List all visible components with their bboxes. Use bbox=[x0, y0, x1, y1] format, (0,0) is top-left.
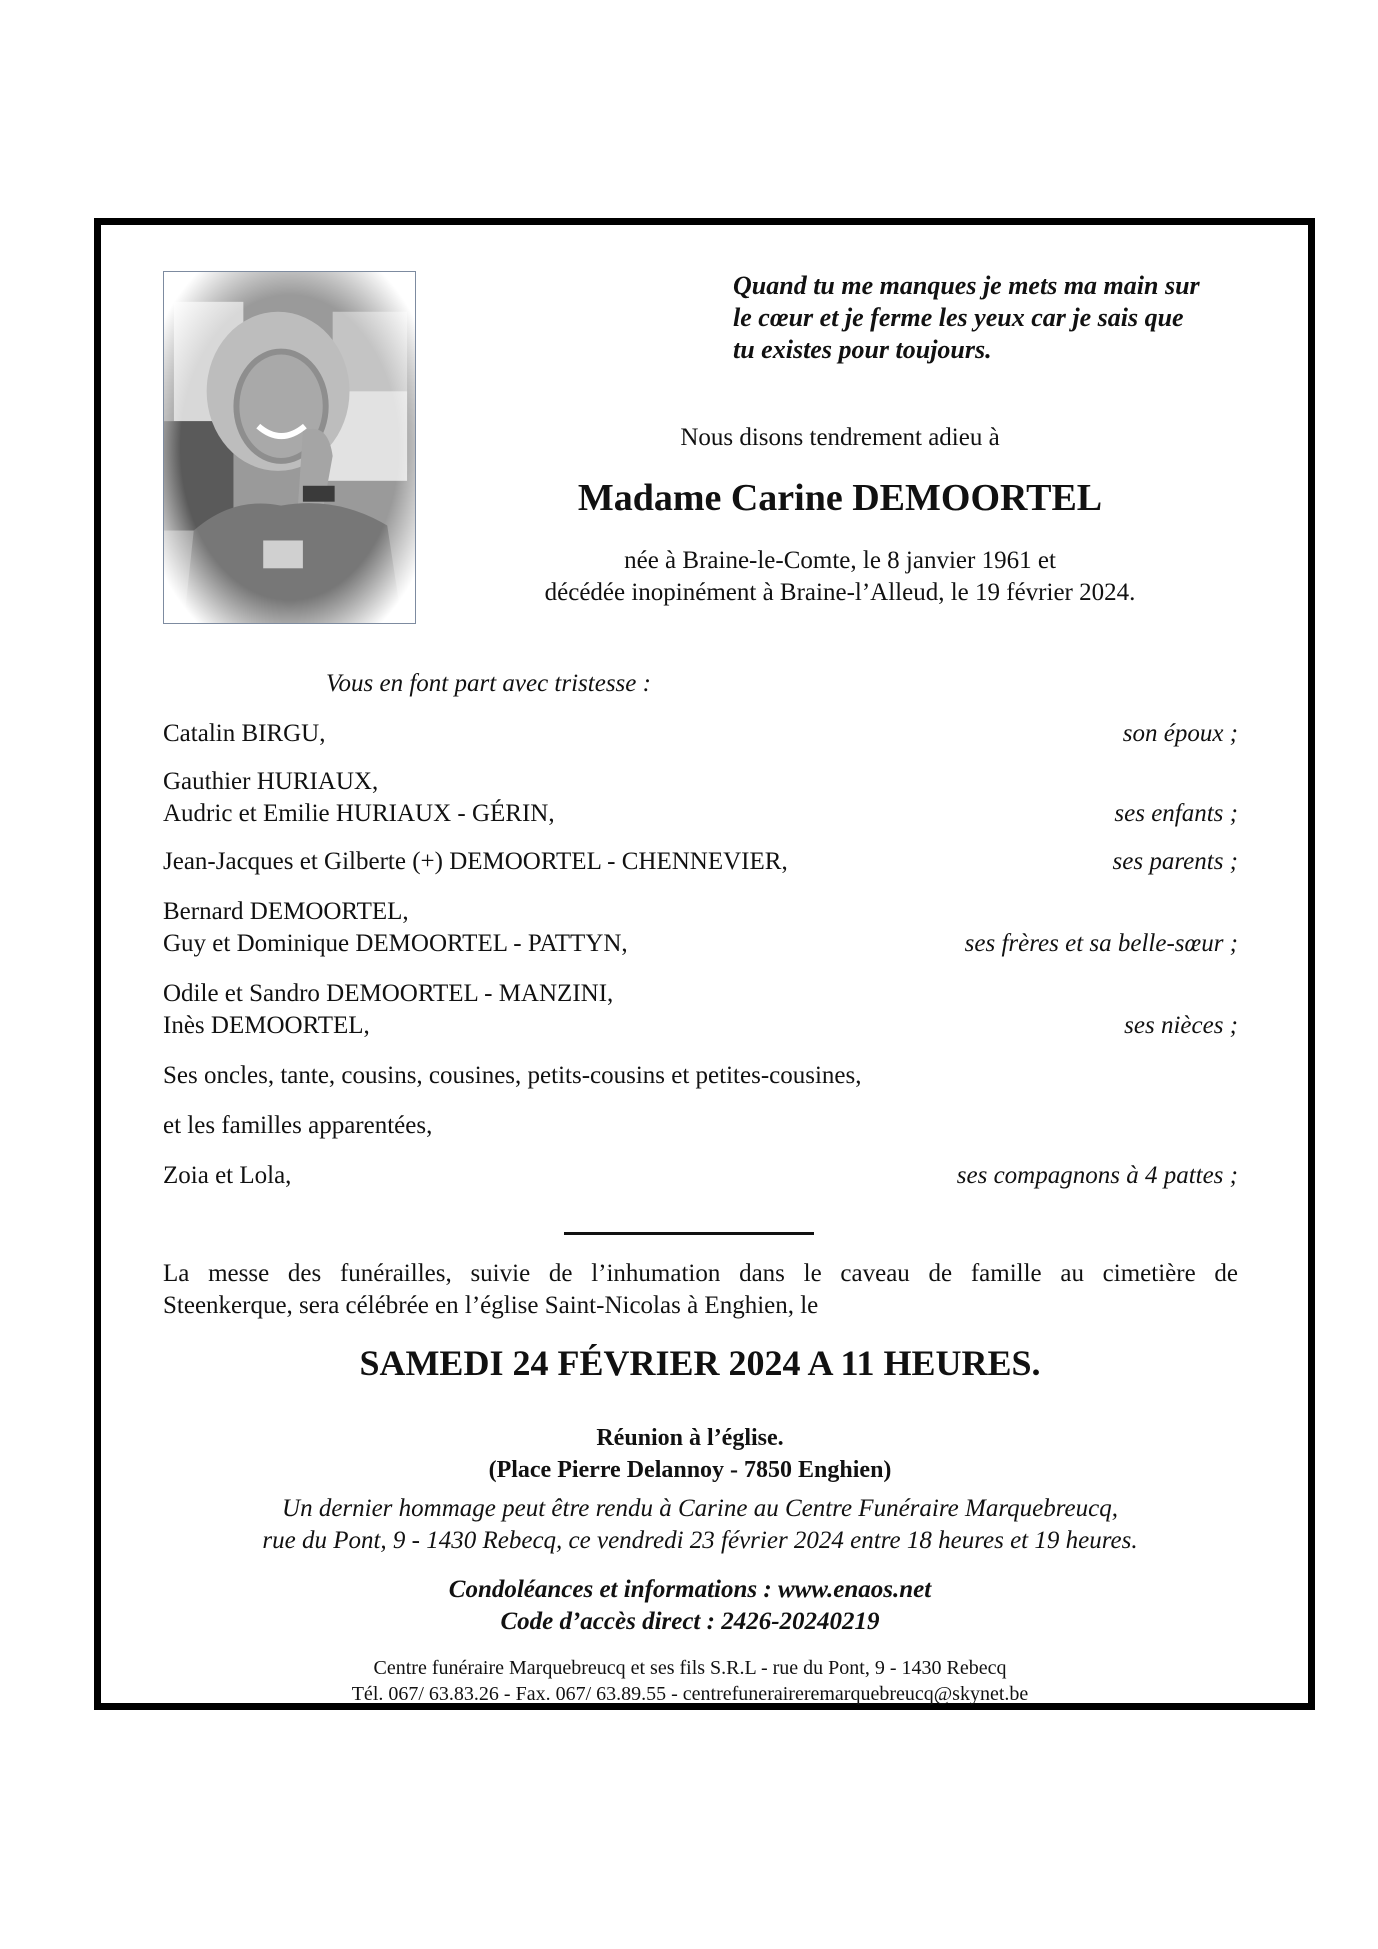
footer-contact: Tél. 067/ 63.83.26 - Fax. 067/ 63.89.55 - centrefuneraireremarquebreucq@skynet.be bbox=[351, 1683, 1029, 1705]
mass-line: La messe des funérailles, suivie de l’inhumation dans le caveau de famille au cimetière de bbox=[163, 1260, 1238, 1287]
family-names bbox=[163, 978, 613, 1042]
family-name: Jean-Jacques et Gilberte (+) DEMOORTEL - CHENNEVIER, bbox=[163, 848, 788, 875]
meeting-address: (Place Pierre Delannoy - 7850 Enghien) bbox=[488, 1457, 892, 1483]
quote-line: le cœur et je ferme les yeux car je sais que bbox=[733, 303, 1184, 332]
family-name: Inès DEMOORTEL, bbox=[163, 1012, 370, 1039]
family-name: Gauthier HURIAUX, bbox=[163, 768, 379, 795]
meeting-line: Réunion à l’église. bbox=[596, 1425, 784, 1451]
family-names bbox=[163, 766, 555, 830]
deceased-name: Madame Carine DEMOORTEL bbox=[577, 477, 1103, 519]
family-row-pets bbox=[163, 1160, 1238, 1192]
quote-line: tu existes pour toujours. bbox=[733, 335, 992, 364]
family-relation: ses compagnons à 4 pattes ; bbox=[956, 1162, 1238, 1189]
family-names bbox=[163, 1110, 432, 1142]
funeral-home-footer bbox=[260, 1655, 1120, 1707]
family-name: Audric et Emilie HURIAUX - GÉRIN, bbox=[163, 800, 555, 827]
homage-line: rue du Pont, 9 - 1430 Rebecq, ce vendredi 23 février 2024 entre 18 heures et 19 heures. bbox=[262, 1527, 1138, 1554]
family-name: et les familles apparentées, bbox=[163, 1112, 433, 1139]
family-relation: ses frères et sa belle-sœur ; bbox=[964, 930, 1238, 957]
family-names bbox=[163, 718, 326, 750]
family-name: Odile et Sandro DEMOORTEL - MANZINI, bbox=[163, 980, 614, 1007]
family-row-parents bbox=[163, 846, 1238, 878]
meeting-place bbox=[300, 1422, 1080, 1486]
family-names bbox=[163, 896, 628, 960]
family-name: Guy et Dominique DEMOORTEL - PATTYN, bbox=[163, 930, 628, 957]
family-row-related bbox=[163, 1110, 1238, 1142]
family-relation: son époux ; bbox=[1122, 720, 1238, 747]
access-code: Code d’accès direct : 2426-20240219 bbox=[500, 1608, 880, 1635]
family-name: Catalin BIRGU, bbox=[163, 720, 326, 747]
condolences-info bbox=[300, 1574, 1080, 1638]
birth-death-info bbox=[480, 545, 1200, 609]
footer-address: Centre funéraire Marquebreucq et ses fils S.R.L - rue du Pont, 9 - 1430 Rebecq bbox=[373, 1657, 1007, 1679]
family-row-siblings bbox=[163, 896, 1238, 960]
family-row-children bbox=[163, 766, 1238, 830]
family-name: Zoia et Lola, bbox=[163, 1162, 292, 1189]
family-row-extended bbox=[163, 1060, 1238, 1092]
family-row-spouse bbox=[163, 718, 1238, 750]
family-relation: ses enfants ; bbox=[1114, 800, 1238, 827]
memorial-quote bbox=[733, 270, 1253, 366]
funeral-date: SAMEDI 24 FÉVRIER 2024 A 11 HEURES. bbox=[359, 1343, 1041, 1383]
homage-info bbox=[160, 1493, 1240, 1557]
family-names bbox=[163, 1060, 862, 1092]
condolences-link[interactable]: Condoléances et informations : www.enaos.net bbox=[448, 1576, 932, 1603]
portrait-image bbox=[164, 272, 415, 623]
family-name: Ses oncles, tante, cousins, cousines, petits-cousins et petites-cousines, bbox=[163, 1062, 862, 1089]
family-names bbox=[163, 1160, 291, 1192]
birth-line: née à Braine-le-Comte, le 8 janvier 1961 et bbox=[624, 547, 1056, 574]
death-line: décédée inopinément à Braine-l’Alleud, le 19 février 2024. bbox=[544, 579, 1136, 606]
quote-line: Quand tu me manques je mets ma main sur bbox=[733, 271, 1200, 300]
family-relation: ses nièces ; bbox=[1124, 1012, 1238, 1039]
announcement-text: Vous en font part avec tristesse : bbox=[326, 670, 651, 697]
funeral-mass-text bbox=[163, 1258, 1238, 1322]
homage-line: Un dernier hommage peut être rendu à Carine au Centre Funéraire Marquebreucq, bbox=[282, 1495, 1118, 1522]
family-row-nieces bbox=[163, 978, 1238, 1042]
portrait-photo bbox=[163, 271, 416, 624]
separator-line bbox=[564, 1232, 814, 1235]
family-relation: ses parents ; bbox=[1112, 848, 1238, 875]
mass-line: Steenkerque, sera célébrée en l’église Saint-Nicolas à Enghien, le bbox=[163, 1292, 819, 1319]
family-name: Bernard DEMOORTEL, bbox=[163, 898, 409, 925]
intro-text: Nous disons tendrement adieu à bbox=[680, 424, 1000, 451]
family-names bbox=[163, 846, 788, 878]
